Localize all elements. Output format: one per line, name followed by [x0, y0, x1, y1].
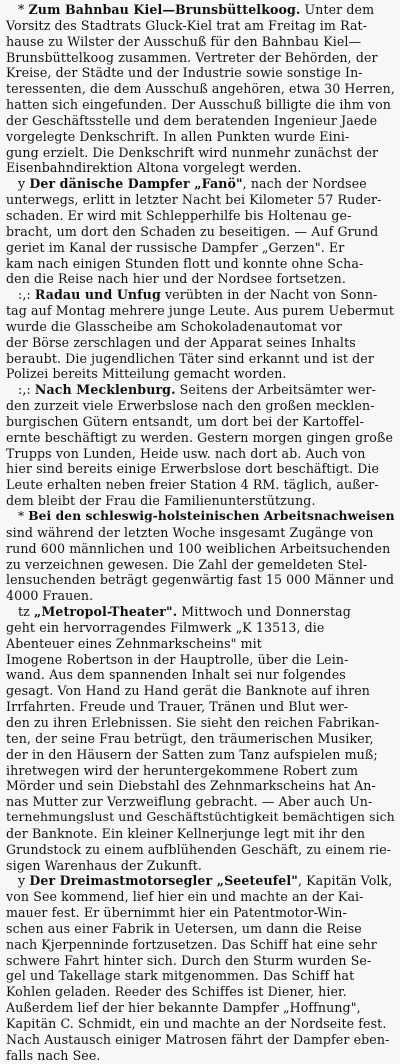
text-line: [6, 731, 395, 747]
body-text: 4000 Frauen.: [6, 588, 94, 604]
body-text: burgischen Gütern entsandt, um dort bei der Kartoffel-: [6, 413, 365, 429]
body-text: Polizei bereits Mitteilung gemacht worden.: [6, 366, 287, 382]
text-line: [6, 683, 395, 699]
body-text: kam nach einigen Stunden flott und konnte ohne Scha-: [6, 255, 364, 271]
headline: Nach Mecklenburg.: [34, 382, 176, 398]
body-text: von See kommend, lief hier ein und machte an der Kai-: [6, 889, 364, 905]
text-line: [6, 810, 395, 826]
text-line: [6, 461, 395, 477]
text-line: [6, 50, 395, 66]
news-item-metropol-theater: [6, 604, 395, 873]
body-text: vorgelegte Denkschrift. In allen Punkten wurde Eini-: [6, 128, 350, 144]
text-line: [6, 763, 395, 779]
news-item-arbeitsnachweise: [6, 509, 395, 604]
item-marker: y: [18, 873, 30, 889]
text-line: [6, 905, 395, 921]
text-line: [6, 826, 395, 842]
body-text: Abenteuer eines Zehnmarkscheins" mit: [6, 635, 262, 651]
body-text: wand. Aus dem spannenden Inhalt sei nur folgendes: [6, 667, 346, 683]
body-text: Leute erhalten neben freier Station 4 RM. täglich, außer-: [6, 477, 379, 493]
text-line: [6, 271, 395, 287]
body-text: ernte beschäftigt zu werden. Gestern morgen gingen große: [6, 429, 394, 445]
body-text: nas Mutter zur Verzweiflung gebracht. — Aber auch Un-: [6, 794, 373, 810]
body-text: gesagt. Von Hand zu Hand gerät die Banknote auf ihren: [6, 683, 371, 699]
body-text: Grundstock zu einem aufblühenden Geschäft, zu einem rie-: [6, 841, 392, 857]
body-text: verübten in der Nacht von Sonn-: [160, 287, 378, 303]
item-marker: y: [18, 176, 30, 192]
item-marker: *: [18, 2, 29, 17]
text-line: [6, 113, 395, 129]
body-text: , Kapitän Volk,: [297, 873, 393, 889]
text-line: [6, 2, 395, 18]
text-line: [6, 493, 395, 509]
text-line: [6, 414, 395, 430]
text-line: [6, 287, 395, 303]
body-text: den zurzeit viele Erwerbslose nach den großen mecklen-: [6, 398, 375, 414]
text-line: [6, 794, 395, 810]
body-text: Kapitän C. Schmidt, ein und machte an der Nordseite fest.: [6, 1016, 387, 1031]
text-line: [6, 319, 395, 335]
text-line: [6, 145, 395, 161]
text-line: [6, 889, 395, 905]
body-text: Mörder und sein Diebstahl des Zehnmarkscheins hat An-: [6, 778, 376, 794]
text-line: [6, 65, 395, 81]
body-text: gung erzielt. Die Denkschrift wird nunmehr zunächst der: [6, 144, 379, 160]
text-line: [6, 509, 395, 525]
text-line: [6, 747, 395, 763]
item-marker: *: [18, 509, 29, 523]
text-line: [6, 224, 395, 240]
text-line: [6, 873, 395, 889]
text-line: [6, 208, 395, 224]
body-text: geriet im Kanal der russische Dampfer „Gerzen". Er: [6, 239, 345, 255]
text-line: [6, 256, 395, 272]
text-line: [6, 921, 395, 937]
body-text: den die Reise nach hier und der Nordsee fortsetzen.: [6, 271, 346, 287]
body-text: mauer fest. Er übernimmt hier ein Patentmotor-Win-: [6, 905, 347, 921]
body-text: nach Kjerpenninde fortzusetzen. Das Schiff hat eine sehr: [6, 936, 377, 952]
text-line: [6, 240, 395, 256]
text-line: [6, 430, 395, 446]
text-line: [6, 525, 395, 541]
body-text: teressenten, die dem Ausschuß angehören, etwa 30 Herren,: [6, 81, 395, 97]
text-line: [6, 351, 395, 367]
text-line: [6, 1048, 395, 1064]
body-text: schen aus einer Fabrik in Uetersen, um dann die Reise: [6, 920, 362, 936]
text-line: [6, 1016, 395, 1032]
body-text: Eisenbahndirektion Altona vorgelegt werden.: [6, 160, 302, 176]
text-line: [6, 1000, 395, 1016]
body-text: ihretwegen wird der heruntergekommene Robert zum: [6, 762, 359, 778]
text-line: [6, 572, 395, 588]
body-text: sigen Warenhaus der Zukunft.: [6, 857, 203, 873]
text-line: [6, 192, 395, 208]
headline: „Metropol-Theater".: [34, 604, 178, 620]
body-text: Unter dem: [300, 2, 375, 17]
body-text: Nach Austausch einiger Matrosen fährt der Dampfer eben-: [6, 1031, 390, 1047]
text-line: [6, 604, 395, 620]
body-text: falls nach See.: [6, 1047, 101, 1063]
headline: Zum Bahnbau Kiel—Brunsbüttelkoog.: [28, 2, 301, 17]
news-item-mecklenburg: [6, 382, 395, 509]
text-line: [6, 984, 395, 1000]
text-line: [6, 778, 395, 794]
text-line: [6, 557, 395, 573]
body-text: bracht, um dort den Schaden zu beseitigen. — Auf Grund: [6, 223, 379, 239]
text-line: [6, 97, 395, 113]
text-line: [6, 953, 395, 969]
text-line: [6, 620, 395, 636]
text-line: [6, 541, 395, 557]
body-text: Kreise, der Städte und der Industrie sowie sonstige In-: [6, 65, 363, 81]
body-text: geht ein hervorragendes Filmwerk „K 13513, die: [6, 619, 325, 635]
headline: Der Dreimastmotorsegler „Seeteufel": [29, 873, 298, 889]
body-text: Trupps von Lunden, Heide usw. nach dort ab. Auch von: [6, 445, 366, 461]
body-text: wurde die Glasscheibe am Schokoladenautomat vor: [6, 318, 343, 334]
body-text: schaden. Er wird mit Schlepperhilfe bis Holtenau ge-: [6, 207, 352, 223]
body-text: ternehmungslust und Geschäftstüchtigkeit bemächtigen sich: [6, 810, 395, 825]
text-line: [6, 1032, 395, 1048]
body-text: Vorsitz des Stadtrats Gluck-Kiel trat am Freitag im Rat-: [6, 17, 368, 33]
body-text: unterwegs, erlitt in letzter Nacht bei Kilometer 57 Ruder-: [6, 192, 382, 208]
text-line: [6, 715, 395, 731]
headline: Bei den schleswig-holsteinischen Arbeitsnachweisen: [28, 509, 395, 523]
body-text: rund 600 männlichen und 100 weiblichen Arbeitsuchenden: [6, 540, 391, 556]
text-line: [6, 34, 395, 50]
text-line: [6, 303, 395, 319]
item-marker: :,:: [18, 382, 35, 398]
news-item-seeteufel: [6, 873, 395, 1063]
body-text: der Börse zerschlagen und der Apparat seines Inhalts: [6, 334, 356, 350]
news-item-bahnbau: [6, 2, 395, 176]
news-item-dampfer-fanoe: [6, 176, 395, 287]
text-line: [6, 842, 395, 858]
text-line: [6, 968, 395, 984]
text-line: [6, 652, 395, 668]
body-text: Kohlen geladen. Reeder des Schiffes ist Diener, hier.: [6, 984, 347, 1000]
text-line: [6, 446, 395, 462]
text-line: [6, 398, 395, 414]
body-text: Brunsbüttelkoog zusammen. Vertreter der Behörden, der: [6, 49, 378, 65]
body-text: sind während der letzten Woche insgesamt Zugänge von: [6, 524, 374, 540]
body-text: tag auf Montag mehrere junge Leute. Aus purem Uebermut: [6, 303, 395, 319]
body-text: Seitens der Arbeitsämter wer-: [175, 382, 376, 398]
text-line: [6, 636, 395, 652]
text-line: [6, 335, 395, 351]
text-line: [6, 18, 395, 34]
item-marker: tz: [18, 604, 34, 620]
body-text: beraubt. Die jugendlichen Täter sind erkannt und ist der: [6, 350, 374, 366]
body-text: ten, der seine Frau betrügt, den träumerischen Musiker,: [6, 730, 374, 746]
body-text: Mittwoch und Donnerstag: [177, 604, 351, 620]
text-line: [6, 588, 395, 604]
body-text: lensuchenden beträgt gegenwärtig fast 15 000 Männer und: [6, 572, 395, 588]
text-line: [6, 477, 395, 493]
body-text: zu verzeichnen gewesen. Die Zahl der gemeldeten Stel-: [6, 556, 368, 572]
body-text: Irrfahrten. Freude und Trauer, Tränen und Blut wer-: [6, 699, 349, 715]
body-text: Imogene Robertson in der Hauptrolle, über die Lein-: [6, 651, 349, 667]
body-text: , nach der Nordsee: [242, 176, 367, 192]
body-text: der in den Häusern der Satten zum Tanz aufspielen muß;: [6, 746, 378, 762]
text-line: [6, 667, 395, 683]
text-line: [6, 160, 395, 176]
text-line: [6, 129, 395, 145]
body-text: hatten sich eingefunden. Der Ausschuß billigte die ihm von: [6, 97, 391, 113]
text-line: [6, 366, 395, 382]
text-line: [6, 81, 395, 97]
item-marker: :,:: [18, 287, 35, 303]
body-text: der Banknote. Ein kleiner Kellnerjunge legt mit ihr den: [6, 825, 366, 841]
body-text: den zu ihren Erlebnissen. Sie sieht den reichen Fabrikan-: [6, 714, 380, 730]
news-item-radau-unfug: [6, 287, 395, 382]
body-text: dem bleibt der Frau die Familienunterstützung.: [6, 493, 316, 509]
text-line: [6, 699, 395, 715]
body-text: hause zu Wilster der Ausschuß für den Bahnbau Kiel—: [6, 33, 362, 49]
text-line: [6, 858, 395, 874]
headline: Radau und Unfug: [34, 287, 161, 303]
body-text: der Geschäftsstelle und dem beratenden Ingenieur Jaede: [6, 112, 378, 128]
text-line: [6, 176, 395, 192]
text-line: [6, 382, 395, 398]
body-text: gel und Takellage stark mitgenommen. Das Schiff hat: [6, 968, 355, 984]
body-text: Außerdem lief der hier bekannte Dampfer „Hoffnung",: [6, 1000, 361, 1016]
text-line: [6, 937, 395, 953]
body-text: hier sind bereits einige Erwerbslose dort beschäftigt. Die: [6, 461, 380, 477]
headline: Der dänische Dampfer „Fanö": [29, 176, 243, 192]
body-text: schwere Fahrt hinter sich. Durch den Sturm wurden Se-: [6, 952, 372, 968]
